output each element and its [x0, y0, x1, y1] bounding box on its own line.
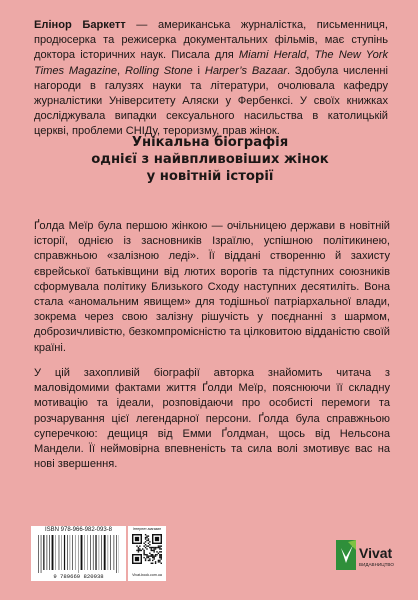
barcode-icon: [38, 535, 119, 573]
author-bio-text-1: — американська журналістка, письменниця, продюсерка та режисерка документальних фільмів, має ступінь доктора історичних наук. Писала для: [34, 19, 388, 62]
publisher-subtitle: ВИДАВНИЦТВО: [359, 562, 394, 567]
qr-code-icon: [132, 534, 162, 564]
separator: ,: [306, 49, 315, 62]
qr-url: Vivat-book.com.ua: [132, 573, 162, 577]
publication-miami-herald: Miami Herald: [238, 49, 307, 62]
description-paragraph-1: Ґолда Меїр була першою жінкою — очільницею держави в новітній історії, однією із засновників Ізраїлю, успішною політикинею, справжньою «залізною леді». Її віддані створенню й захисту єврейської батьківщини від лютих ворогів та підступних союзників сформувала політику Близького Сходу наступних десятиліть. Вона стала «аномальним явищем» для тодішньої патріархальної влади, зокрема через свою залізну рішучість у поєднанні з шармом, доброзичливістю, безкомпромісністю та цілковитою відданістю своїй країні.: [34, 220, 390, 354]
barcode-digits: 9 789669 820938: [53, 573, 104, 580]
description-paragraph-2: У цій захопливій біографії авторка знайомить читача з маловідомими фактами життя Ґолди Меїр, пояснюючи її складну мотивацію та ідеали, розповідаючи про особисті перемоги та розчарування цієї легендарної персони. Ґолда була справжньою суперечкою: дещиця від Емми Ґолдман, щось від Нельсона Мандели. Її неймовірна впевненість та сила волі змотивує вас на нові звершення.: [34, 367, 390, 471]
headline-line-2: однієї з найвпливовіших жінок: [91, 152, 329, 167]
publisher-logo: [336, 540, 400, 578]
publication-rolling-stone: Rolling Stone: [124, 64, 193, 77]
publisher-name: Vivat: [359, 545, 393, 561]
isbn-label: ISBN 978-966-982-093-8: [44, 527, 113, 533]
qr-code-block: [128, 526, 166, 581]
headline-line-1: Унікальна біографія: [131, 135, 289, 150]
separator: ,: [117, 64, 125, 77]
isbn-barcode: [31, 526, 126, 581]
separator: і: [192, 64, 205, 77]
headline-line-3: у новітній історії: [146, 169, 274, 184]
author-bio: [34, 18, 388, 140]
headline: [40, 134, 380, 185]
publication-harpers-bazaar: Harper’s Bazaar: [204, 64, 287, 77]
publication-nyt-magazine: The New York Times Magazine: [34, 49, 388, 77]
author-bio-text-2: . Здобула численні нагороди в галузях науки та літератури, очолювала кафедру журналістики Університету Аляски у Фербенксі. У своїх книжках досліджувала випадки сексуального насильства в католицькій церкві, проблеми СНІДу, тероризму, прав жінок.: [34, 64, 389, 138]
author-name: Елінор Баркетт: [34, 19, 126, 31]
qr-caption: Інтернет-магазин: [132, 527, 162, 531]
vivat-leaf-icon: [336, 540, 358, 572]
